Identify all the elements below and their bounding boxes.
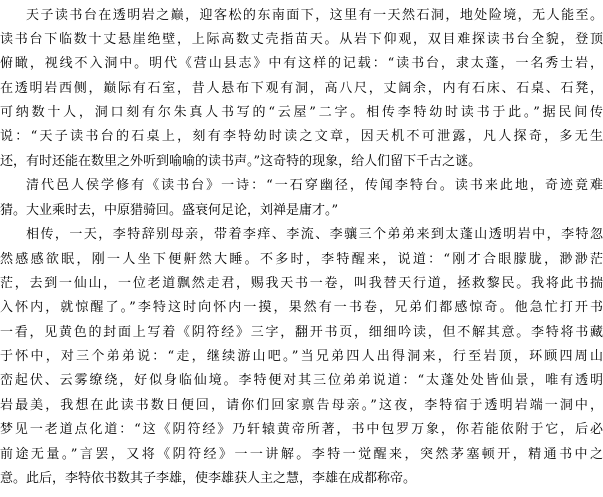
paragraph-3-line-9: 梦见一老道点化道：“这《阴符经》乃轩辕黄帝所著，书中包罗万象，你若能依附于它，后必 <box>0 422 603 437</box>
paragraph-3-line-6: 于怀中，对三个弟弟说：“走，继续游山吧。”当兄弟四人出得洞来，行至岩顶，环顾四周山 <box>0 349 603 364</box>
paragraph-1-line-3: 俯瞰，视线不入洞中。明代《营山县志》中有这样的记载：“读书台，隶太蓬，一名秀士岩， <box>0 56 603 71</box>
paragraph-1-line-6: 说：“天子读书台的石桌上，刻有李特幼时读之文章，因天机不可泄露，凡人探奇，多无生 <box>0 129 603 144</box>
paragraph-1-line-2: 读书台下临数十丈悬崖绝壁，上际高数丈壳指苗天。从岩下仰观，双目难探读书台全貌，登顶 <box>0 32 603 47</box>
paragraph-1-line-7: 还，有时还能在数里之外听到喻喻的读书声。”这奇特的现象，给人们留下千古之谜。 <box>0 154 482 169</box>
paragraph-3-line-5: 一看，见黄色的封面上写着《阴符经》三字，翻开书页，细细吟读，但不解其意。李特将书藏 <box>0 325 603 340</box>
paragraph-3-line-8: 岩最美，我想在此读书数日便回，请你们回家禀告母亲。”这夜，李特宿于透明岩端一洞中， <box>0 398 603 413</box>
paragraph-3-line-11: 意。此后，李特依书数其子李雄，使李雄获人主之慧，李雄在成都称帝。 <box>0 471 417 486</box>
document-page <box>0 6 603 494</box>
paragraph-2-line-1: 清代邑人侯学修有《读书台》一诗：“一石穿幽径，传闻李特台。读书来此地，奇迹竟难 <box>26 178 603 193</box>
paragraph-1-line-1: 天子读书台在透明岩之巅，迎客松的东南面下，这里有一天然石洞，地处险境，无人能至。 <box>26 8 603 23</box>
paragraph-3-line-3: 茫，去到一仙山，一位老道飘然走君，赐我天书一卷，叫我替天行道，拯救黎民。我将此书揣 <box>0 276 603 291</box>
paragraph-3-line-10: 前途无量。”言罢，又将《阴符经》一一讲解。李特一觉醒来，突然茅塞顿开，精通书中之 <box>0 447 603 462</box>
paragraph-1-line-4: 在透明岩西侧，巅际有石室，昔人悬布下观有洞，高八尺，丈阔余，内有石床、石桌、石凳， <box>0 81 603 96</box>
paragraph-3-line-1: 相传，一天，李特辞别母亲，带着李痒、李流、李骧三个弟弟来到太蓬山透明岩中，李特忽 <box>26 227 603 242</box>
paragraph-2-line-2: 猜。大业乘时去，中原猎骑回。盛衰何足论，刘禅是庸才。” <box>0 203 339 218</box>
paragraph-1-line-5: 可纳数十人，洞口刻有尔朱真人书写的“云屋”二字。相传李特幼时读书于此。”据民间传 <box>0 105 603 120</box>
paragraph-3-line-7: 峦起伏、云雾缭绕，好似身临仙境。李特便对其三位弟弟说道：“太蓬处处皆仙景，唯有透明 <box>0 373 603 388</box>
paragraph-3-line-4: 入怀内，就惊醒了。”李特这时向怀内一摸，果然有一书卷，兄弟们都感惊奇。他急忙打开书 <box>0 300 603 315</box>
paragraph-3-line-2: 然感感欲眠，刚一人坐下便鼾然大睡。不多时，李特醒来，说道：“刚才合眼朦胧，渺渺茫 <box>0 252 603 267</box>
